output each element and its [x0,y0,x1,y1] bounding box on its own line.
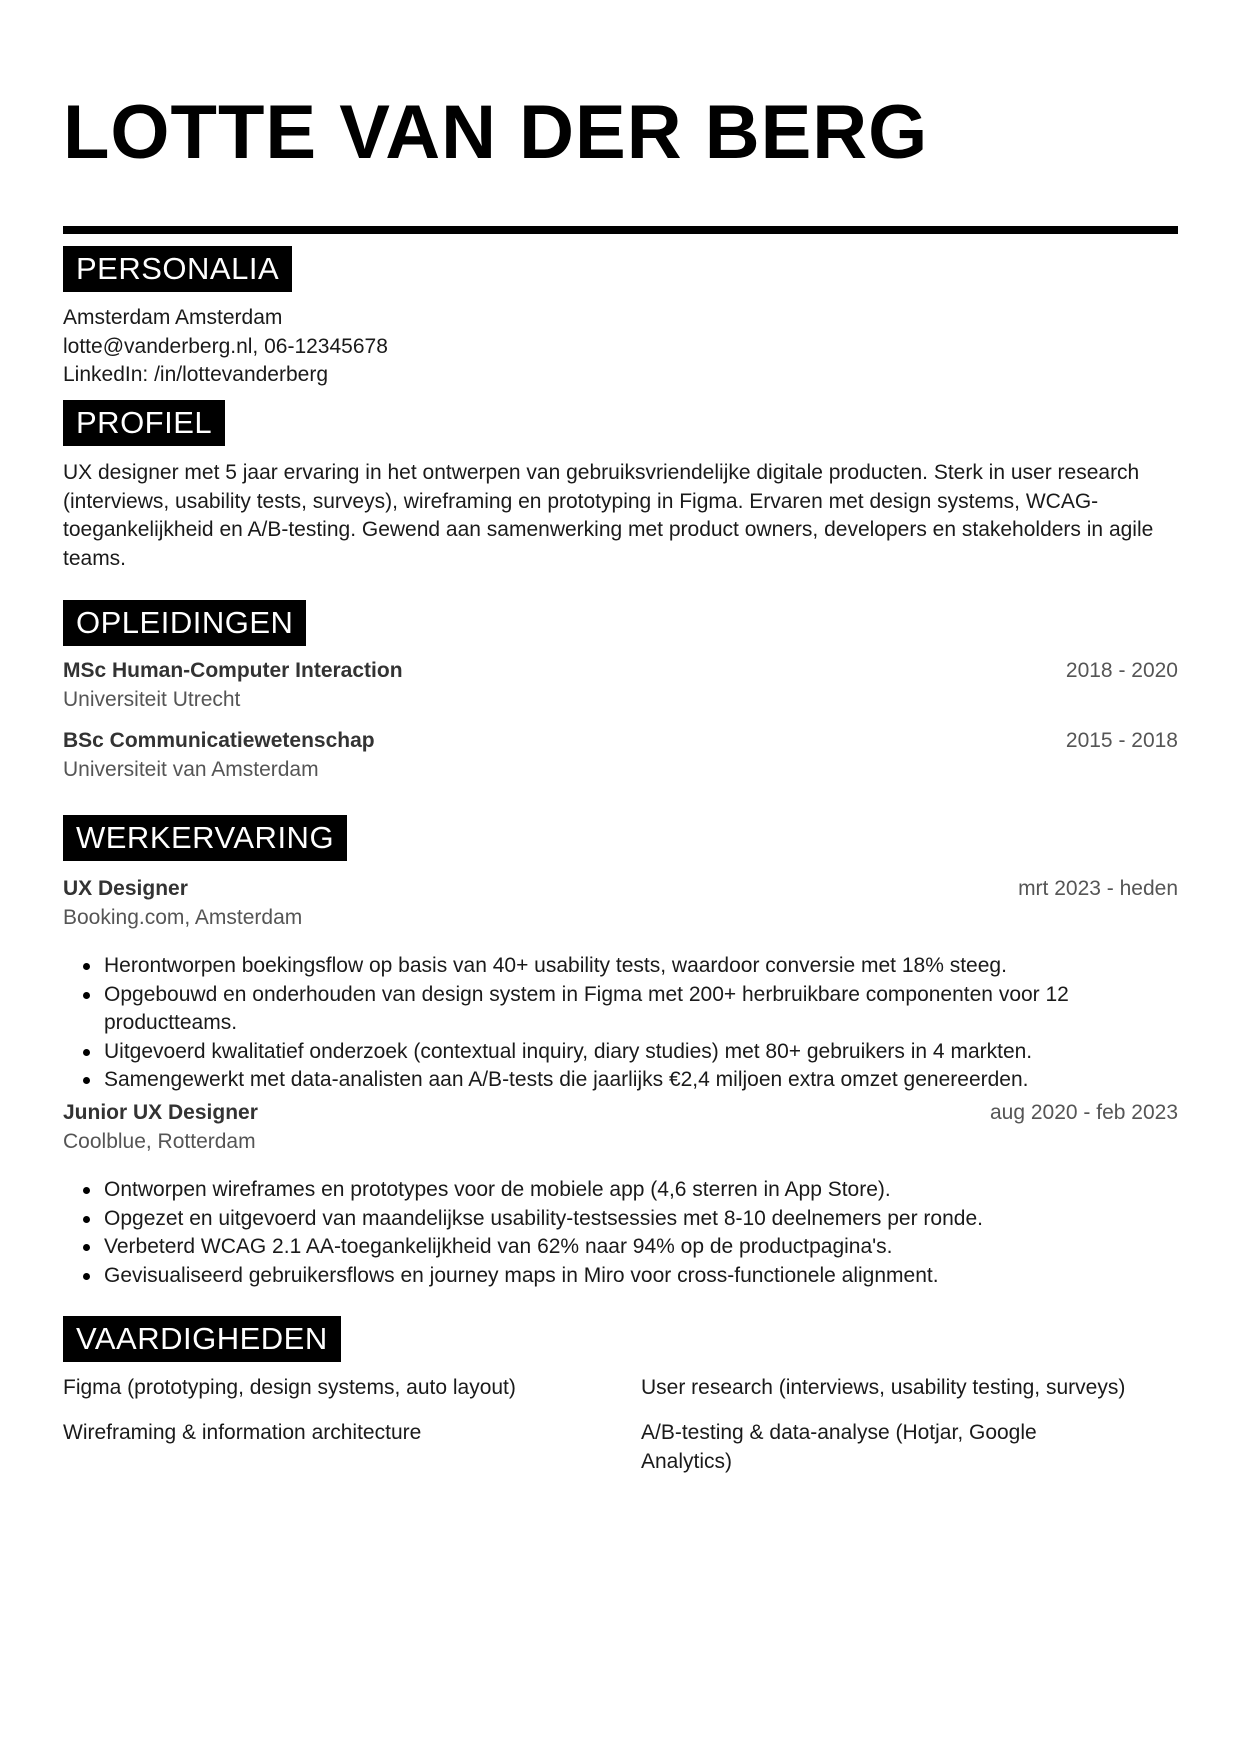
section-title-personalia: PERSONALIA [63,246,292,292]
section-title-profiel: PROFIEL [63,400,225,446]
job-role: UX Designer [63,877,188,900]
job-entry [63,1099,1178,1156]
education-period: 2015 - 2018 [1065,729,1178,752]
achievement-item: Gevisualiseerd gebruikersflows en journey maps in Miro voor cross-functionele alignment. [104,1262,1178,1291]
section-title-opleidingen: OPLEIDINGEN [63,600,306,646]
achievement-item: Verbeterd WCAG 2.1 AA-toegankelijkheid van 62% naar 94% op de productpagina's. [104,1233,1178,1262]
achievement-item: Herontworpen boekingsflow op basis van 40+ usability tests, waardoor conversie met 18% steeg. [104,952,1178,981]
education-entry [63,727,1178,784]
job-period: mrt 2023 - heden [1018,877,1178,900]
achievement-item: Ontworpen wireframes en prototypes voor de mobiele app (4,6 sterren in App Store). [104,1176,1178,1205]
job-period: aug 2020 - feb 2023 [990,1101,1178,1124]
education-period: 2018 - 2020 [1065,659,1178,682]
achievement-item: Uitgevoerd kwalitatief onderzoek (contextual inquiry, diary studies) met 80+ gebruikers in 4 markten. [104,1038,1178,1067]
personalia-contact: lotte@vanderberg.nl, 06-12345678 [63,334,388,358]
job-achievements [63,952,1178,1095]
header-divider [63,226,1178,234]
section-title-werkervaring: WERKERVARING [63,815,347,861]
personalia-linkedin: LinkedIn: /in/lottevanderberg [63,363,329,386]
achievement-item: Opgezet en uitgevoerd van maandelijkse usability-testsessies met 8-10 deelnemers per ronde. [104,1205,1178,1234]
section-title-vaardigheden: VAARDIGHEDEN [63,1316,341,1362]
skill-item: A/B-testing & data-analyse (Hotjar, Google Analytics) [641,1421,1037,1473]
skill-item: User research (interviews, usability testing, surveys) [641,1376,1126,1399]
education-school: Universiteit van Amsterdam [63,757,319,781]
personalia-location: Amsterdam Amsterdam [63,306,283,329]
job-role: Junior UX Designer [63,1101,258,1124]
achievement-item: Samengewerkt met data-analisten aan A/B-tests die jaarlijks €2,4 miljoen extra omzet genereerden. [104,1066,1178,1095]
job-entry [63,875,1178,932]
skill-item: Figma (prototyping, design systems, auto layout) [63,1376,516,1399]
achievement-item: Opgebouwd en onderhouden van design system in Figma met 200+ herbruikbare componenten voor 12 productteams. [104,981,1178,1038]
profile-summary: UX designer met 5 jaar ervaring in het ontwerpen van gebruiksvriendelijke digitale producten. Sterk in user research (interviews, usability tests, surveys), wireframing en prototyping in Figma. Ervaren met design systems, WCAG-toegankelijkheid en A/B-testing. Gewend aan samenwerking met product owners, developers en stakeholders in agile teams. [63,461,1154,570]
education-school: Universiteit Utrecht [63,687,241,711]
candidate-name: LOTTE VAN DER BERG [63,90,929,175]
skill-item: Wireframing & information architecture [63,1421,422,1444]
job-company: Coolblue, Rotterdam [63,1129,256,1153]
job-company: Booking.com, Amsterdam [63,905,303,929]
job-achievements [63,1176,1178,1290]
education-entry [63,657,1178,714]
education-degree: MSc Human-Computer Interaction [63,659,403,682]
education-degree: BSc Communicatiewetenschap [63,729,375,752]
personalia-details [63,304,388,390]
